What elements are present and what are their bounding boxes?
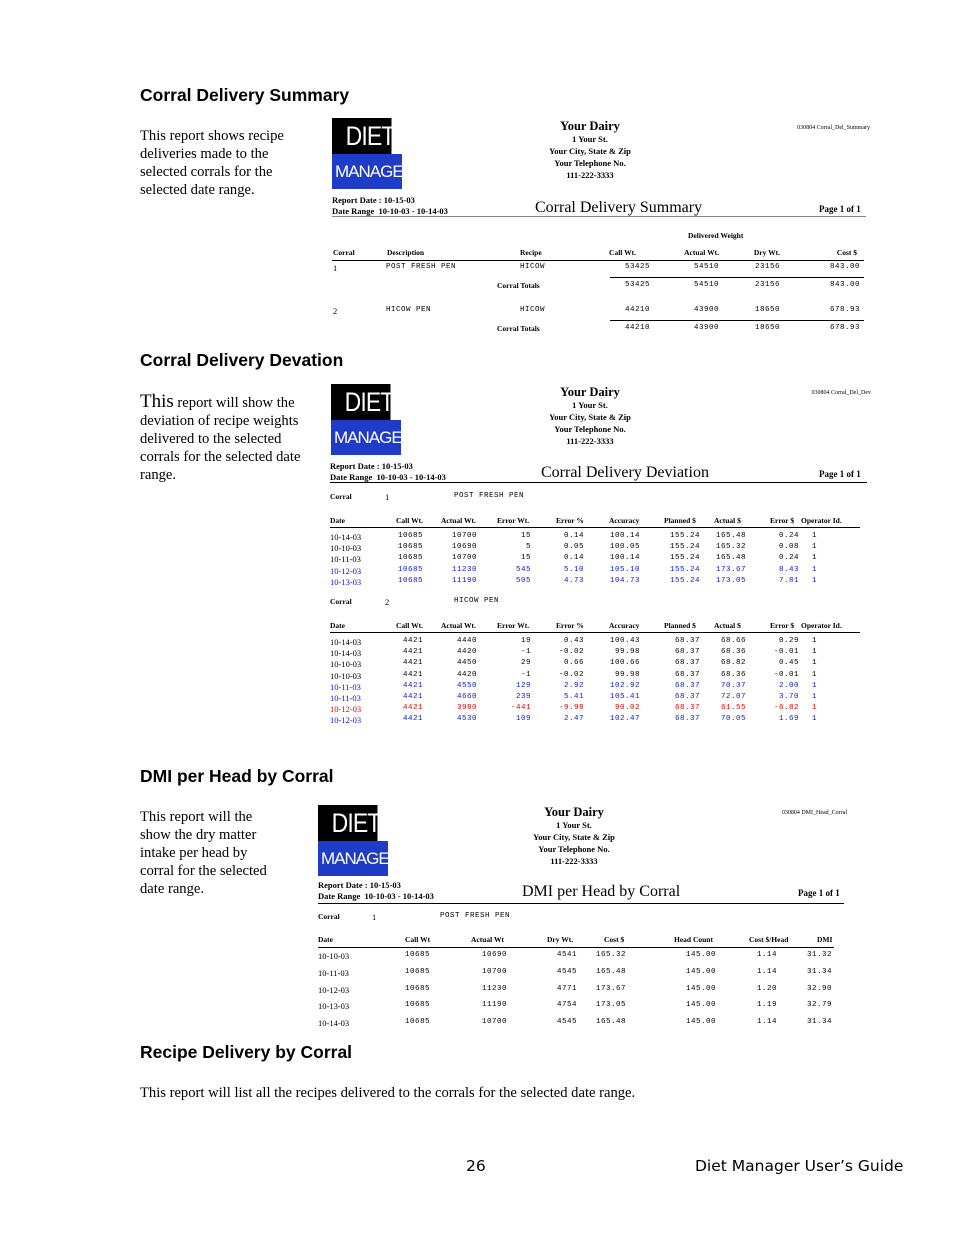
table-cell: 32.79 (806, 1001, 832, 1010)
table-cell: 11230 (481, 984, 507, 993)
row-date: 10-10-03 (318, 951, 350, 961)
table-cell: 53425 (624, 263, 650, 271)
table-cell: 100.05 (609, 543, 640, 552)
table-cell: 70.37 (720, 681, 746, 690)
table-cell: 0.45 (778, 659, 799, 668)
page-number: 26 (466, 1157, 486, 1175)
table-cell: 1 (812, 659, 818, 668)
table-cell: 43900 (693, 324, 719, 332)
table-cell: 4440 (456, 637, 477, 645)
column-header: Accuracy (609, 621, 640, 630)
table-cell: 68.37 (674, 670, 700, 679)
table-cell: 11190 (481, 1001, 507, 1010)
table-cell: 10700 (481, 967, 507, 976)
table-cell: 3980 (456, 704, 477, 713)
table-cell: -1 (520, 648, 531, 657)
row-date: 10-11-03 (330, 681, 361, 692)
table-cell: 2.00 (778, 681, 799, 690)
table-cell: -0.02 (558, 670, 584, 679)
table-cell: 173.05 (595, 1001, 626, 1010)
row-date: 10-12-03 (330, 715, 362, 726)
section-heading-recipe: Recipe Delivery by Corral (140, 1042, 353, 1062)
table-cell: 1.14 (756, 951, 777, 959)
table-cell: 68.37 (674, 648, 700, 657)
table-cell: 843.00 (829, 263, 860, 271)
corral-number: 1 (372, 912, 377, 922)
corral-label: Corral (330, 597, 352, 606)
rule (330, 527, 860, 528)
table-cell: 4421 (402, 637, 423, 645)
table-cell: 4754 (556, 1001, 577, 1010)
section-description-summary: This report shows recipe deliveries made to the selected corrals for the selected date range. (140, 128, 284, 198)
table-cell: 105.41 (609, 693, 640, 701)
table-cell: 68.37 (674, 693, 700, 701)
column-header: Dry Wt. (753, 248, 780, 257)
table-cell: 68.37 (674, 704, 700, 713)
row-date: 10-13-03 (318, 1001, 350, 1012)
row-date: 10-14-03 (318, 1018, 350, 1029)
row-date: 10-10-03 (330, 659, 362, 670)
table-cell: 4545 (556, 1018, 577, 1027)
table-cell: 505 (515, 576, 531, 585)
table-cell: 68.66 (720, 637, 746, 645)
table-cell: 165.32 (595, 951, 626, 959)
table-cell: 54510 (693, 281, 719, 289)
page-indicator: Page 1 of 1 (798, 888, 840, 898)
row-date: 10-12-03 (330, 704, 362, 715)
table-cell: -9.98 (558, 704, 584, 713)
table-cell: 4541 (556, 951, 577, 959)
column-header: Call Wt (405, 935, 431, 944)
report-code: 030804 Corral_Del_Dev (811, 390, 871, 396)
row-date: 10-12-03 (330, 565, 362, 576)
column-header: Error % (556, 621, 584, 630)
column-header: Call Wt. (609, 248, 636, 257)
table-cell: 68.37 (674, 715, 700, 724)
table-cell: 145.00 (685, 1001, 716, 1010)
column-header: Actual Wt. (684, 248, 719, 257)
table-cell: 165.32 (715, 543, 746, 552)
table-cell: 5 (525, 543, 531, 552)
rule (610, 320, 864, 321)
column-header: Date (318, 935, 333, 944)
table-cell: 4421 (402, 659, 423, 668)
table-cell: 3.70 (778, 693, 799, 701)
row-date: 10-11-03 (330, 554, 361, 565)
deviation-report (329, 380, 874, 726)
table-cell: 1 (812, 532, 818, 540)
column-header: Recipe (520, 248, 542, 257)
table-cell: 4771 (556, 984, 577, 993)
dairy-address: Your Dairy 1 Your St. Your City, State & Zip Your Telephone No. 111-222-3333 (533, 805, 615, 866)
table-cell: 70.05 (720, 715, 746, 724)
corral-number: 2 (385, 597, 390, 607)
corral-label: Corral (318, 912, 340, 921)
row-date: 10-10-03 (330, 670, 362, 681)
table-cell: 90.02 (614, 704, 640, 713)
column-header: Planned $ (664, 621, 696, 630)
report-meta: Report Date : 10-15-03 Date Range 10-10-03 - 10-14-03 (318, 880, 434, 901)
table-cell: 68.37 (674, 681, 700, 690)
section-description-deviation: This report will show the deviation of recipe weights delivered to the selected corrals for the selected date range. (140, 391, 301, 483)
column-header: Operator Id. (801, 621, 842, 630)
table-cell: 1 (812, 681, 818, 690)
group-header: Delivered Weight (688, 231, 744, 240)
table-cell: 4660 (456, 693, 477, 701)
table-cell: 4421 (402, 681, 423, 690)
table-cell: 173.67 (715, 565, 746, 574)
table-cell: 4550 (456, 681, 477, 690)
table-cell: 1 (812, 565, 818, 574)
column-header: Corral (333, 248, 355, 257)
column-header: DMI (817, 935, 833, 944)
column-header: Error Wt. (497, 621, 530, 630)
report-title: Corral Delivery Summary (535, 199, 703, 216)
table-cell: 100.43 (609, 637, 640, 645)
column-header: Call Wt. (396, 621, 423, 630)
table-cell: 18650 (754, 306, 780, 314)
table-cell: 10685 (404, 1001, 430, 1010)
diet-manager-logo: DIET MANAGER (331, 384, 401, 455)
table-cell: 145.00 (685, 967, 716, 976)
table-cell: 10690 (481, 951, 507, 959)
section-description-dmi: This report will the show the dry matter intake per head by corral for the selected date range. (140, 809, 267, 897)
table-cell: 68.36 (720, 670, 746, 679)
table-cell: 7.81 (778, 576, 799, 585)
section-heading-deviation: Corral Delivery Devation (140, 350, 344, 370)
table-cell: 109 (515, 715, 531, 724)
table-cell: 19 (520, 637, 531, 645)
table-cell: 0.24 (778, 532, 799, 540)
table-cell: 10685 (404, 967, 430, 976)
table-cell: 10685 (397, 565, 423, 574)
column-header: Dry Wt. (547, 935, 574, 944)
table-cell: 165.48 (715, 554, 746, 563)
column-header: Accuracy (609, 516, 640, 525)
report-code: 030804 DMI_Head_Corral (781, 810, 847, 816)
table-cell: 1 (812, 554, 818, 563)
table-cell: 100.14 (609, 554, 640, 563)
column-header: Error $ (770, 621, 795, 630)
table-cell: 4421 (402, 648, 423, 657)
table-cell: 4421 (402, 704, 423, 713)
section-heading-summary: Corral Delivery Summary (140, 85, 350, 105)
table-cell: 10685 (397, 543, 423, 552)
table-cell: 1 (812, 715, 818, 724)
column-header: Error $ (770, 516, 795, 525)
table-cell: 165.48 (715, 532, 746, 540)
rule (610, 277, 864, 278)
table-cell: 68.36 (720, 648, 746, 657)
table-cell: 165.48 (595, 1018, 626, 1027)
table-cell: 4545 (556, 967, 577, 976)
table-cell: 99.98 (614, 648, 640, 657)
table-cell: 173.67 (595, 984, 626, 993)
section-heading-dmi: DMI per Head by Corral (140, 766, 334, 786)
column-header: Actual Wt. (441, 621, 476, 630)
table-cell: 1.69 (778, 715, 799, 724)
table-cell: 4.73 (563, 576, 584, 585)
table-cell: 173.05 (715, 576, 746, 585)
table-cell: 1.14 (756, 1018, 777, 1027)
recipe: HICOW (520, 263, 546, 271)
column-header: Error % (556, 516, 584, 525)
table-cell: 678.93 (829, 306, 860, 314)
table-cell: 1 (812, 637, 818, 645)
table-cell: 239 (515, 693, 531, 701)
table-cell: 2.47 (563, 715, 584, 724)
dairy-address: Your Dairy 1 Your St. Your City, State & Zip Your Telephone No. 111-222-3333 (549, 119, 631, 180)
column-header: Date (330, 516, 345, 525)
recipe: HICOW (520, 306, 546, 314)
table-cell: 15 (520, 532, 531, 540)
table-cell: 1 (812, 543, 818, 552)
row-date: 10-14-03 (330, 637, 362, 647)
table-cell: 11230 (451, 565, 477, 574)
table-cell: 1 (812, 576, 818, 585)
table-cell: 15 (520, 554, 531, 563)
table-cell: 10685 (397, 532, 423, 540)
table-cell: 678.93 (829, 324, 860, 332)
summary-report (330, 115, 870, 337)
row-date: 10-14-03 (330, 648, 362, 659)
table-cell: 129 (515, 681, 531, 690)
table-cell: 10685 (397, 554, 423, 563)
table-cell: 10685 (404, 1018, 430, 1027)
row-date: 10-11-03 (330, 693, 361, 703)
table-cell: 4530 (456, 715, 477, 724)
row-date: 10-14-03 (330, 532, 362, 542)
table-cell: 545 (515, 565, 531, 574)
table-cell: 4420 (456, 648, 477, 657)
table-cell: 1 (812, 704, 818, 713)
table-cell: -6.82 (773, 704, 799, 713)
table-cell: 155.24 (669, 532, 700, 540)
table-cell: 8.43 (778, 565, 799, 574)
corral-name: HICOW PEN (454, 597, 500, 605)
table-cell: 61.55 (720, 704, 746, 713)
table-cell: 31.32 (806, 951, 832, 959)
report-code: 030804 Corral_Del_Summary (797, 125, 870, 131)
table-cell: 1 (812, 648, 818, 657)
table-cell: 68.37 (674, 659, 700, 668)
row-date: 10-10-03 (330, 543, 362, 554)
table-cell: -0.01 (773, 648, 799, 657)
report-title: DMI per Head by Corral (522, 883, 681, 900)
table-cell: 31.34 (806, 967, 832, 976)
column-header: Operator Id. (801, 516, 842, 525)
table-cell: 1 (812, 693, 818, 701)
table-cell: 99.98 (614, 670, 640, 679)
table-cell: 0.66 (563, 659, 584, 668)
column-header: Actual Wt (471, 935, 504, 944)
table-cell: 31.34 (806, 1018, 832, 1027)
corral-number: 2 (333, 306, 338, 316)
table-cell: 2.92 (563, 681, 584, 690)
table-cell: 10685 (397, 576, 423, 585)
table-cell: 0.43 (563, 637, 584, 645)
rule (332, 260, 864, 261)
row-date: 10-12-03 (318, 984, 350, 995)
dmi-report (317, 800, 869, 1030)
table-cell: 68.37 (674, 637, 700, 645)
report-title: Corral Delivery Deviation (541, 464, 709, 481)
table-cell: 4450 (456, 659, 477, 668)
table-cell: 72.07 (720, 693, 746, 701)
row-date: 10-13-03 (330, 576, 362, 587)
table-cell: 32.90 (806, 984, 832, 993)
column-header: Description (387, 248, 425, 257)
column-header: Cost $ (836, 248, 857, 257)
table-cell: 43900 (693, 306, 719, 314)
table-cell: 104.73 (609, 576, 640, 585)
table-cell: 54510 (693, 263, 719, 271)
corral-label: Corral (330, 492, 352, 501)
table-cell: 0.14 (563, 554, 584, 563)
table-cell: 4421 (402, 715, 423, 724)
table-cell: 1.20 (756, 984, 777, 993)
table-cell: -1 (520, 670, 531, 679)
table-cell: 11190 (451, 576, 477, 585)
table-cell: 145.00 (685, 984, 716, 993)
corral-number: 1 (333, 263, 338, 273)
table-cell: 1.19 (756, 1001, 777, 1010)
table-cell: 145.00 (685, 1018, 716, 1027)
table-cell: 10700 (451, 554, 477, 563)
table-cell: 155.24 (669, 576, 700, 585)
page-indicator: Page 1 of 1 (819, 204, 861, 214)
corral-number: 1 (385, 492, 390, 502)
column-header: Actual $ (714, 516, 741, 525)
rule (318, 947, 834, 948)
table-cell: 102.92 (609, 681, 640, 690)
corral-description: POST FRESH PEN (386, 263, 457, 271)
table-cell: 0.29 (778, 637, 799, 645)
table-cell: -0.02 (558, 648, 584, 657)
table-cell: 102.47 (609, 715, 640, 724)
report-meta: Report Date : 10-15-03 Date Range 10-10-03 - 10-14-03 (330, 461, 446, 482)
table-cell: 23156 (754, 281, 780, 289)
column-header: Cost $ (604, 935, 625, 944)
table-cell: 44210 (624, 306, 650, 314)
table-cell: 10685 (404, 984, 430, 993)
section-description-recipe: This report will list all the recipes delivered to the corrals for the selected date range. (140, 1085, 636, 1101)
table-cell: 18650 (754, 324, 780, 332)
table-cell: -441 (510, 704, 531, 713)
row-date: 10-11-03 (318, 967, 349, 978)
table-cell: 0.24 (778, 554, 799, 563)
table-cell: 0.08 (778, 543, 799, 552)
corral-name: POST FRESH PEN (454, 492, 525, 500)
table-cell: 4420 (456, 670, 477, 679)
table-cell: 10700 (481, 1018, 507, 1027)
corral-description: HICOW PEN (386, 306, 432, 314)
column-header: Planned $ (664, 516, 696, 525)
table-cell: 165.48 (595, 967, 626, 976)
table-cell: 68.82 (720, 659, 746, 668)
table-cell: 5.41 (563, 693, 584, 701)
page-indicator: Page 1 of 1 (819, 469, 861, 479)
table-cell: 4421 (402, 670, 423, 679)
table-cell: 10685 (404, 951, 430, 959)
column-header: Error Wt. (497, 516, 530, 525)
column-header: Cost $/Head (749, 935, 789, 944)
table-cell: 0.05 (563, 543, 584, 552)
table-cell: 4421 (402, 693, 423, 701)
table-cell: 155.24 (669, 554, 700, 563)
diet-manager-logo: DIET MANAGER (318, 805, 388, 876)
table-cell: 53425 (624, 281, 650, 289)
corral-totals-label: Corral Totals (497, 281, 540, 290)
table-cell: 29 (520, 659, 531, 668)
table-cell: -0.01 (773, 670, 799, 679)
guide-title: Diet Manager User’s Guide (695, 1157, 904, 1175)
diet-manager-logo: DIET MANAGER (332, 118, 402, 189)
table-cell: 10700 (451, 532, 477, 540)
table-cell: 155.24 (669, 565, 700, 574)
corral-totals-label: Corral Totals (497, 324, 540, 333)
rule (330, 632, 860, 633)
table-cell: 100.66 (609, 659, 640, 668)
table-cell: 10690 (451, 543, 477, 552)
table-cell: 0.14 (563, 532, 584, 540)
corral-name: POST FRESH PEN (440, 912, 511, 920)
table-cell: 155.24 (669, 543, 700, 552)
table-cell: 843.00 (829, 281, 860, 289)
column-header: Date (330, 621, 345, 630)
column-header: Actual $ (714, 621, 741, 630)
column-header: Call Wt. (396, 516, 423, 525)
column-header: Head Count (674, 935, 713, 944)
table-cell: 23156 (754, 263, 780, 271)
table-cell: 1.14 (756, 967, 777, 976)
table-cell: 145.00 (685, 951, 716, 959)
table-cell: 105.10 (609, 565, 640, 574)
table-cell: 5.10 (563, 565, 584, 574)
table-cell: 100.14 (609, 532, 640, 540)
report-meta: Report Date : 10-15-03 Date Range 10-10-03 - 10-14-03 (332, 195, 448, 216)
table-cell: 44210 (624, 324, 650, 332)
table-cell: 1 (812, 670, 818, 679)
dairy-address: Your Dairy 1 Your St. Your City, State & Zip Your Telephone No. 111-222-3333 (549, 385, 631, 446)
column-header: Actual Wt. (441, 516, 476, 525)
